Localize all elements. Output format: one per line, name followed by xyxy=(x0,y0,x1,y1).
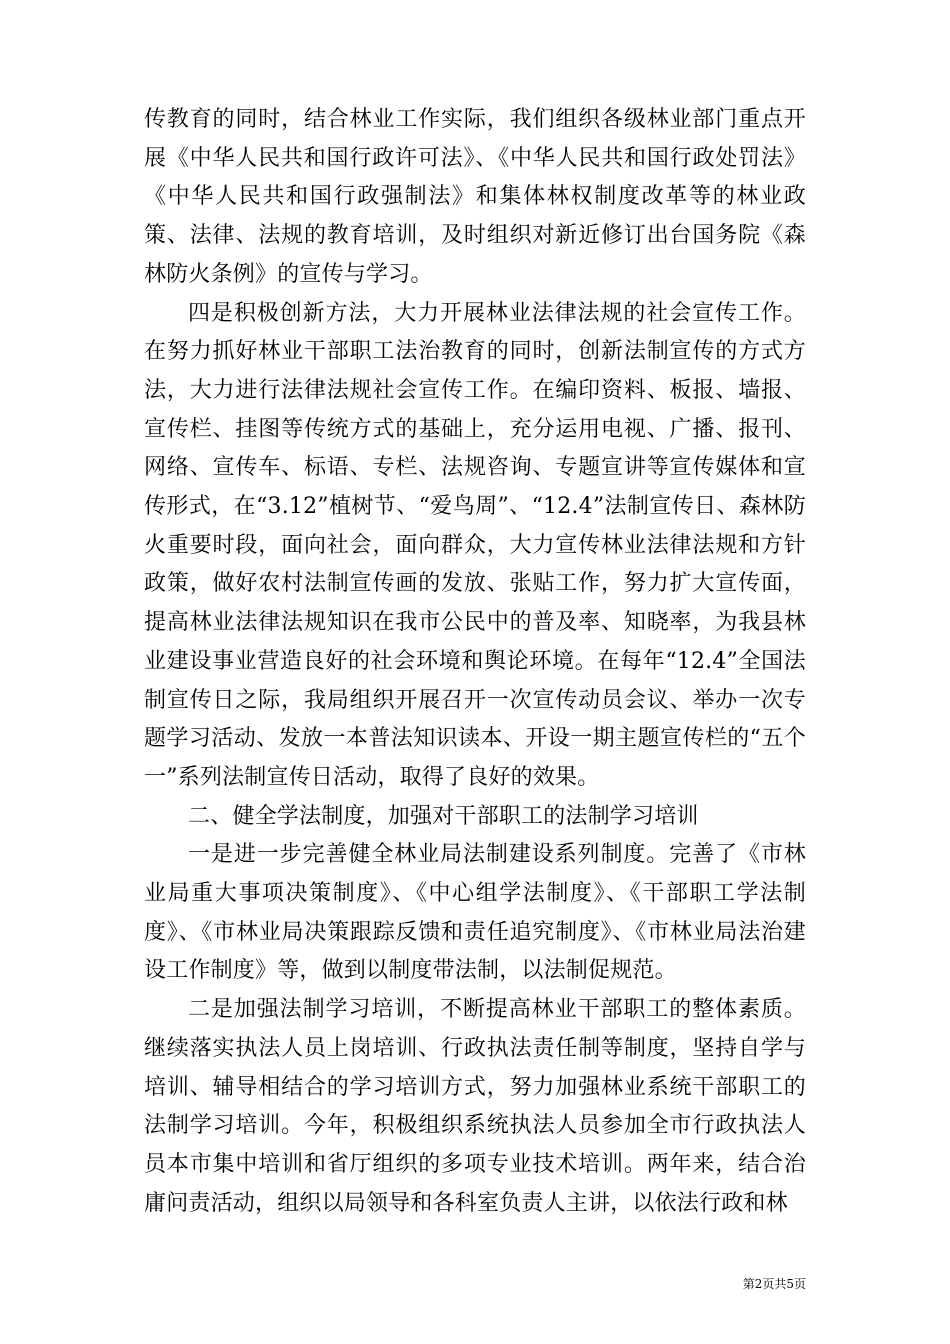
paragraph-1: 传教育的同时，结合林业工作实际，我们组织各级林业部门重点开展《中华人民共和国行政许可法》、《中华人民共和国行政处罚法》《中华人民共和国行政强制法》和集体林权制度改革等的林业政策、法律、法规的教育培训，及时组织对新近修订出台国务院《森林防火条例》的宣传与学习。 xyxy=(144,107,806,287)
paragraph-3: 一是进一步完善健全林业局法制建设系列制度。完善了《市林业局重大事项决策制度》、《中心组学法制度》、《干部职工学法制度》、《市林业局决策跟踪反馈和责任追究制度》、《市林业局法治建设工作制度》等，做到以制度带法制，以法制促规范。 xyxy=(144,842,806,984)
paragraph-4: 二是加强法制学习培训，不断提高林业干部职工的整体素质。继续落实执法人员上岗培训、行政执法责任制等制度，坚持自学与培训、辅导相结合的学习培训方式，努力加强林业系统干部职工的法制学习培训。今年，积极组织系统执法人员参加全市行政执法人员本市集中培训和省厅组织的多项专业技术培训。两年来，结合治庸问责活动，组织以局领导和各科室负责人主讲，以依法行政和林 xyxy=(144,997,806,1216)
section-heading: 二、健全学法制度，加强对干部职工的法制学习培训 xyxy=(188,803,699,829)
body-text xyxy=(144,101,806,1223)
page-number: 第2页共5页 xyxy=(742,1277,806,1291)
paragraph-2: 四是积极创新方法，大力开展林业法律法规的社会宣传工作。在努力抓好林业干部职工法治教育的同时，创新法制宣传的方式方法，大力进行法律法规社会宣传工作。在编印资料、板报、墙报、宣传栏、挂图等传统方式的基础上，充分运用电视、广播、报刊、网络、宣传车、标语、专栏、法规咨询、专题宣讲等宣传媒体和宣传形式，在“3.12”植树节、“爱鸟周”、“12.4”法制宣传日、森林防火重要时段，面向社会，面向群众，大力宣传林业法律法规和方针政策，做好农村法制宣传画的发放、张贴工作，努力扩大宣传面，提高林业法律法规知识在我市公民中的普及率、知晓率，为我县林业建设事业营造良好的社会环境和舆论环境。在每年“12.4”全国法制宣传日之际，我局组织开展召开一次宣传动员会议、举办一次专题学习活动、发放一本普法知识读本、开设一期主题宣传栏的“五个一”系列法制宣传日活动，取得了良好的效果。 xyxy=(144,300,806,790)
